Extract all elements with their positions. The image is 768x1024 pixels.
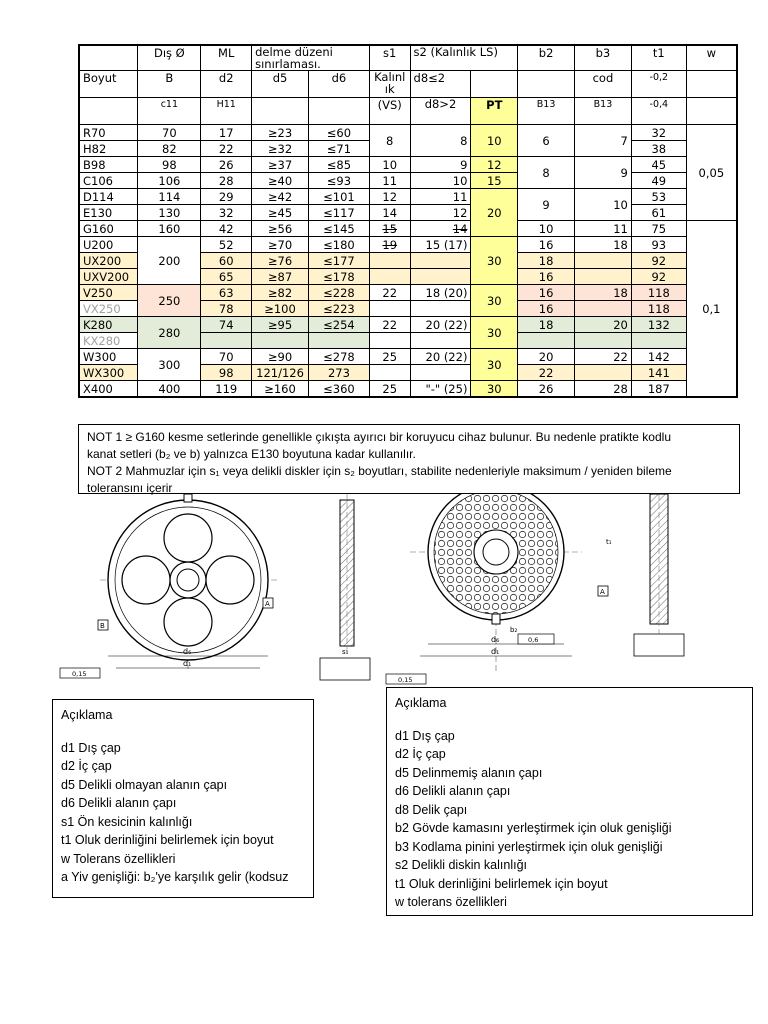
legend-item: s1 Ön kesicinin kalınlığı bbox=[61, 814, 193, 829]
table-row bbox=[79, 189, 737, 205]
header-cell: d2 bbox=[201, 71, 252, 98]
spec-table bbox=[78, 44, 738, 398]
header-row-1 bbox=[79, 45, 737, 71]
cell-b: 82 bbox=[138, 141, 201, 157]
cell-b3 bbox=[575, 365, 632, 381]
cell-s1: 22 bbox=[369, 285, 410, 301]
cell-d5: ≥87 bbox=[252, 269, 309, 285]
cell-d2: 78 bbox=[201, 301, 252, 317]
cell-d5: ≥160 bbox=[252, 381, 309, 398]
header-cell: s2 (Kalınlık LS) bbox=[410, 45, 518, 71]
cell-b3: 7 bbox=[575, 125, 632, 157]
cell-d2: 98 bbox=[201, 365, 252, 381]
cell-d6: ≤85 bbox=[308, 157, 369, 173]
note-line: toleransını içerir bbox=[87, 481, 173, 495]
cell-s1: 25 bbox=[369, 349, 410, 365]
legend-item: d2 İç çap bbox=[395, 747, 446, 761]
cell-boyut: VX250 bbox=[79, 301, 138, 317]
cell-d2: 74 bbox=[201, 317, 252, 333]
cell-d2 bbox=[201, 333, 252, 349]
legend-item: t1 Oluk derinliğini belirlemek için boyut bbox=[395, 876, 608, 891]
cell-d5: ≥23 bbox=[252, 125, 309, 141]
cell-s2: 9 bbox=[410, 157, 471, 173]
cell-b2: 26 bbox=[518, 381, 575, 398]
cell-d2: 28 bbox=[201, 173, 252, 189]
header-cell: w bbox=[686, 45, 737, 71]
cell-b: 130 bbox=[138, 205, 201, 221]
header-cell: (VS) bbox=[369, 98, 410, 125]
cell-d6: ≤278 bbox=[308, 349, 369, 365]
cell-b3: 22 bbox=[575, 349, 632, 365]
cell-t1: 187 bbox=[631, 381, 686, 398]
cell-b2: 22 bbox=[518, 365, 575, 381]
header-cell: delme düzeni sınırlaması. bbox=[252, 45, 370, 71]
cell-s2: 8 bbox=[410, 125, 471, 157]
legend-item: b2 Gövde kamasını yerleştirmek için oluk genişliği bbox=[395, 821, 672, 835]
note-line: NOT 2 Mahmuzlar için s₁ veya delikli diskler için s₂ boyutları, stabilite nedenleriyle maksimum / yeniden bileme bbox=[87, 464, 672, 478]
cell-b: 70 bbox=[138, 125, 201, 141]
perforated-plate-front-view bbox=[386, 494, 612, 684]
cell-t1: 53 bbox=[631, 189, 686, 205]
header-cell: B bbox=[138, 71, 201, 98]
cell-d6 bbox=[308, 333, 369, 349]
cell-d5: ≥37 bbox=[252, 157, 309, 173]
cell-b: 160 bbox=[138, 221, 201, 237]
legend-item: w Tolerans özellikleri bbox=[61, 851, 176, 866]
cell-boyut: K280 bbox=[79, 317, 138, 333]
cell-b3: 18 bbox=[575, 285, 632, 301]
tolerance-frame-b2: 0,6 bbox=[528, 636, 539, 644]
cell-b2: 16 bbox=[518, 285, 575, 301]
legend-item: s2 Delikli diskin kalınlığı bbox=[395, 858, 527, 872]
cell-s2: 20 (22) bbox=[410, 317, 471, 333]
perforated-plate-side-view bbox=[634, 494, 684, 656]
cell-boyut: KX280 bbox=[79, 333, 138, 349]
dim-b2: b₂ bbox=[510, 626, 518, 634]
cell-d5: ≥45 bbox=[252, 205, 309, 221]
header-cell bbox=[79, 45, 138, 71]
cell-w: 0,1 bbox=[686, 221, 737, 398]
cell-s1: 19 bbox=[369, 237, 410, 253]
cell-s2 bbox=[410, 301, 471, 317]
cell-d6: ≤178 bbox=[308, 269, 369, 285]
table-row bbox=[79, 317, 737, 333]
cell-t1: 118 bbox=[631, 301, 686, 317]
header-cell: d8≤2 bbox=[410, 71, 471, 98]
dim-d1: d₁ bbox=[183, 659, 192, 668]
cell-s1: 8 bbox=[369, 125, 410, 157]
cell-d5: ≥76 bbox=[252, 253, 309, 269]
header-cell: t1 bbox=[631, 45, 686, 71]
header-row-2 bbox=[79, 71, 737, 98]
cell-s1: 14 bbox=[369, 205, 410, 221]
cell-d2: 65 bbox=[201, 269, 252, 285]
cell-t1: 61 bbox=[631, 205, 686, 221]
cell-s2: 10 bbox=[410, 173, 471, 189]
cell-d5: ≥70 bbox=[252, 237, 309, 253]
cell-b: 400 bbox=[138, 381, 201, 398]
cell-s2 bbox=[410, 269, 471, 285]
header-cell: b3 bbox=[575, 45, 632, 71]
cell-s1: 25 bbox=[369, 381, 410, 398]
cell-d5: ≥56 bbox=[252, 221, 309, 237]
cell-boyut: D114 bbox=[79, 189, 138, 205]
cell-b3: 18 bbox=[575, 237, 632, 253]
cell-b: 250 bbox=[138, 285, 201, 317]
cell-t1: 92 bbox=[631, 269, 686, 285]
cell-w: 0,05 bbox=[686, 125, 737, 221]
cell-s2: 14 bbox=[410, 221, 471, 237]
header-cell: c11 bbox=[138, 98, 201, 125]
header-cell: d6 bbox=[308, 71, 369, 98]
cell-d5: ≥100 bbox=[252, 301, 309, 317]
header-cell bbox=[308, 98, 369, 125]
cell-b2: 10 bbox=[518, 221, 575, 237]
cell-s1: 10 bbox=[369, 157, 410, 173]
cell-b: 200 bbox=[138, 237, 201, 285]
header-cell: Boyut bbox=[79, 71, 138, 98]
cell-s1 bbox=[369, 333, 410, 349]
table-row bbox=[79, 285, 737, 301]
cell-d6: ≤71 bbox=[308, 141, 369, 157]
cell-d2: 22 bbox=[201, 141, 252, 157]
cell-d6: ≤145 bbox=[308, 221, 369, 237]
cell-pt: 30 bbox=[471, 285, 518, 317]
cell-b: 106 bbox=[138, 173, 201, 189]
cell-b2: 8 bbox=[518, 157, 575, 189]
cell-pt: 30 bbox=[471, 317, 518, 349]
cell-boyut: W300 bbox=[79, 349, 138, 365]
cell-b: 98 bbox=[138, 157, 201, 173]
cell-t1: 141 bbox=[631, 365, 686, 381]
datum-a-right: A bbox=[600, 588, 605, 596]
cell-pt: 12 bbox=[471, 157, 518, 173]
legend-title: Açıklama bbox=[395, 696, 447, 710]
cell-s1 bbox=[369, 301, 410, 317]
cell-s2: 11 bbox=[410, 189, 471, 205]
cell-d5: ≥90 bbox=[252, 349, 309, 365]
notes-box bbox=[78, 424, 740, 494]
cell-b3: 11 bbox=[575, 221, 632, 237]
cell-s1 bbox=[369, 253, 410, 269]
cell-b2: 6 bbox=[518, 125, 575, 157]
cell-d2: 32 bbox=[201, 205, 252, 221]
cell-b: 300 bbox=[138, 349, 201, 381]
header-cell: Dış Ø bbox=[138, 45, 201, 71]
legend-item: d5 Delikli olmayan alanın çapı bbox=[61, 777, 228, 792]
cell-d6: 273 bbox=[308, 365, 369, 381]
cell-d6: ≤93 bbox=[308, 173, 369, 189]
legend-item: d5 Delinmemiş alanın çapı bbox=[395, 765, 543, 780]
tolerance-frame-left: 0,15 bbox=[72, 670, 87, 678]
pre-cutter-side-view bbox=[320, 494, 370, 680]
cell-b3 bbox=[575, 269, 632, 285]
pre-cutter-front-view bbox=[60, 494, 278, 678]
cell-boyut: UX200 bbox=[79, 253, 138, 269]
cell-s2 bbox=[410, 365, 471, 381]
cell-d6: ≤223 bbox=[308, 301, 369, 317]
cell-boyut: C106 bbox=[79, 173, 138, 189]
cell-b2: 18 bbox=[518, 317, 575, 333]
cell-s2 bbox=[410, 253, 471, 269]
technical-drawings bbox=[50, 494, 740, 689]
cell-d5: 121/126 bbox=[252, 365, 309, 381]
cell-boyut: V250 bbox=[79, 285, 138, 301]
cell-s1: 15 bbox=[369, 221, 410, 237]
cell-d5 bbox=[252, 333, 309, 349]
cell-t1: 38 bbox=[631, 141, 686, 157]
header-cell bbox=[79, 98, 138, 125]
legend-item: a Yiv genişliği: b₂'ye karşılık gelir (kodsuz bbox=[61, 870, 289, 884]
header-cell bbox=[686, 71, 737, 98]
cell-t1: 49 bbox=[631, 173, 686, 189]
dim-s1: s₁ bbox=[342, 648, 349, 656]
cell-d6: ≤60 bbox=[308, 125, 369, 141]
cell-b2: 16 bbox=[518, 237, 575, 253]
header-cell: cod bbox=[575, 71, 632, 98]
cell-pt: 10 bbox=[471, 125, 518, 157]
datum-a: A bbox=[265, 600, 270, 608]
cell-t1: 75 bbox=[631, 221, 686, 237]
cell-s2: 20 (22) bbox=[410, 349, 471, 365]
cell-s1 bbox=[369, 365, 410, 381]
cell-d2: 29 bbox=[201, 189, 252, 205]
cell-boyut: E130 bbox=[79, 205, 138, 221]
header-cell: b2 bbox=[518, 45, 575, 71]
dim-d6-right: d₆ bbox=[491, 635, 500, 644]
dim-d1-right: d₁ bbox=[491, 647, 500, 656]
dim-t1: t₁ bbox=[606, 538, 612, 546]
cell-d5: ≥95 bbox=[252, 317, 309, 333]
table-row bbox=[79, 221, 737, 237]
cell-d2: 119 bbox=[201, 381, 252, 398]
cell-b2: 16 bbox=[518, 301, 575, 317]
legend-item: d8 Delik çapı bbox=[395, 802, 468, 817]
cell-s2 bbox=[410, 333, 471, 349]
cell-b2: 20 bbox=[518, 349, 575, 365]
cell-b: 280 bbox=[138, 317, 201, 349]
cell-pt: 30 bbox=[471, 381, 518, 398]
cell-boyut: U200 bbox=[79, 237, 138, 253]
header-cell: d8>2 bbox=[410, 98, 471, 125]
cell-d2: 60 bbox=[201, 253, 252, 269]
dim-d6: d₆ bbox=[183, 647, 192, 656]
cell-b3: 20 bbox=[575, 317, 632, 333]
legend-item: w tolerans özellikleri bbox=[395, 895, 507, 909]
cell-b3 bbox=[575, 253, 632, 269]
cell-s2: "-" (25) bbox=[410, 381, 471, 398]
note-line: kanat setleri (b₂ ve b) yalnızca E130 boyutuna kadar kullanılır. bbox=[87, 447, 416, 461]
cell-b3: 10 bbox=[575, 189, 632, 221]
header-cell: Kalınlık bbox=[369, 71, 410, 98]
cell-d6: ≤180 bbox=[308, 237, 369, 253]
cell-d2: 26 bbox=[201, 157, 252, 173]
header-cell: B13 bbox=[575, 98, 632, 125]
header-cell bbox=[518, 71, 575, 98]
cell-t1: 142 bbox=[631, 349, 686, 365]
header-row-3 bbox=[79, 98, 737, 125]
cell-b2 bbox=[518, 333, 575, 349]
cell-s2: 18 (20) bbox=[410, 285, 471, 301]
legend-item: d2 İç çap bbox=[61, 759, 112, 773]
cell-boyut: G160 bbox=[79, 221, 138, 237]
legend-item: d6 Delikli alanın çapı bbox=[61, 796, 177, 810]
note-line: NOT 1 ≥ G160 kesme setlerinde genellikle çıkışta ayırıcı bir koruyucu cihaz bulunur. Bu nedenle pratikte kodlu bbox=[87, 430, 671, 444]
cell-d6: ≤228 bbox=[308, 285, 369, 301]
cell-d5: ≥32 bbox=[252, 141, 309, 157]
legend-item: d1 Dış çap bbox=[61, 740, 121, 755]
table-row bbox=[79, 173, 737, 189]
header-cell: s1 bbox=[369, 45, 410, 71]
header-cell: PT bbox=[471, 98, 518, 125]
table-row bbox=[79, 205, 737, 221]
cell-d6: ≤117 bbox=[308, 205, 369, 221]
cell-b3: 9 bbox=[575, 157, 632, 189]
legend-right bbox=[386, 687, 753, 916]
cell-b2: 18 bbox=[518, 253, 575, 269]
header-cell: B13 bbox=[518, 98, 575, 125]
cell-t1: 32 bbox=[631, 125, 686, 141]
legend-item: d6 Delikli alanın çapı bbox=[395, 784, 511, 798]
cell-boyut: H82 bbox=[79, 141, 138, 157]
header-cell bbox=[686, 98, 737, 125]
cell-s2: 15 (17) bbox=[410, 237, 471, 253]
cell-d5: ≥42 bbox=[252, 189, 309, 205]
tolerance-frame-right: 0,15 bbox=[398, 676, 413, 684]
cell-s1: 22 bbox=[369, 317, 410, 333]
table-row bbox=[79, 157, 737, 173]
cell-b3: 28 bbox=[575, 381, 632, 398]
header-cell bbox=[471, 71, 518, 98]
legend-title: Açıklama bbox=[61, 708, 113, 722]
header-cell: ML bbox=[201, 45, 252, 71]
cell-d6: ≤101 bbox=[308, 189, 369, 205]
cell-boyut: WX300 bbox=[79, 365, 138, 381]
header-cell: -0,2 bbox=[631, 71, 686, 98]
cell-boyut: R70 bbox=[79, 125, 138, 141]
legend-item: t1 Oluk derinliğini belirlemek için boyut bbox=[61, 833, 274, 847]
cell-b2: 16 bbox=[518, 269, 575, 285]
cell-t1: 45 bbox=[631, 157, 686, 173]
cell-d2: 63 bbox=[201, 285, 252, 301]
legend-left bbox=[52, 699, 314, 898]
header-cell bbox=[252, 98, 309, 125]
cell-d6: ≤177 bbox=[308, 253, 369, 269]
cell-s2: 12 bbox=[410, 205, 471, 221]
cell-d5: ≥82 bbox=[252, 285, 309, 301]
cell-d2: 17 bbox=[201, 125, 252, 141]
datum-b: B bbox=[100, 622, 105, 630]
cell-s1: 12 bbox=[369, 189, 410, 205]
cell-pt: 30 bbox=[471, 349, 518, 381]
cell-boyut: X400 bbox=[79, 381, 138, 398]
cell-pt: 30 bbox=[471, 237, 518, 285]
cell-d2: 42 bbox=[201, 221, 252, 237]
cell-d2: 70 bbox=[201, 349, 252, 365]
cell-s1 bbox=[369, 269, 410, 285]
cell-t1 bbox=[631, 333, 686, 349]
cell-b2: 9 bbox=[518, 189, 575, 221]
cell-d6: ≤254 bbox=[308, 317, 369, 333]
cell-d6: ≤360 bbox=[308, 381, 369, 398]
table-row bbox=[79, 349, 737, 365]
table-row bbox=[79, 125, 737, 141]
cell-b3 bbox=[575, 301, 632, 317]
cell-b3 bbox=[575, 333, 632, 349]
header-cell: -0,4 bbox=[631, 98, 686, 125]
header-cell: d5 bbox=[252, 71, 309, 98]
cell-t1: 132 bbox=[631, 317, 686, 333]
table-row bbox=[79, 381, 737, 398]
cell-s1: 11 bbox=[369, 173, 410, 189]
header-cell: H11 bbox=[201, 98, 252, 125]
table-row bbox=[79, 237, 737, 253]
cell-b: 114 bbox=[138, 189, 201, 205]
cell-t1: 92 bbox=[631, 253, 686, 269]
cell-boyut: B98 bbox=[79, 157, 138, 173]
cell-boyut: UXV200 bbox=[79, 269, 138, 285]
cell-pt: 15 bbox=[471, 173, 518, 189]
cell-t1: 93 bbox=[631, 237, 686, 253]
cell-d2: 52 bbox=[201, 237, 252, 253]
cell-pt: 20 bbox=[471, 189, 518, 237]
legend-item: b3 Kodlama pinini yerleştirmek için oluk genişliği bbox=[395, 839, 663, 854]
legend-item: d1 Dış çap bbox=[395, 728, 455, 743]
cell-t1: 118 bbox=[631, 285, 686, 301]
cell-d5: ≥40 bbox=[252, 173, 309, 189]
